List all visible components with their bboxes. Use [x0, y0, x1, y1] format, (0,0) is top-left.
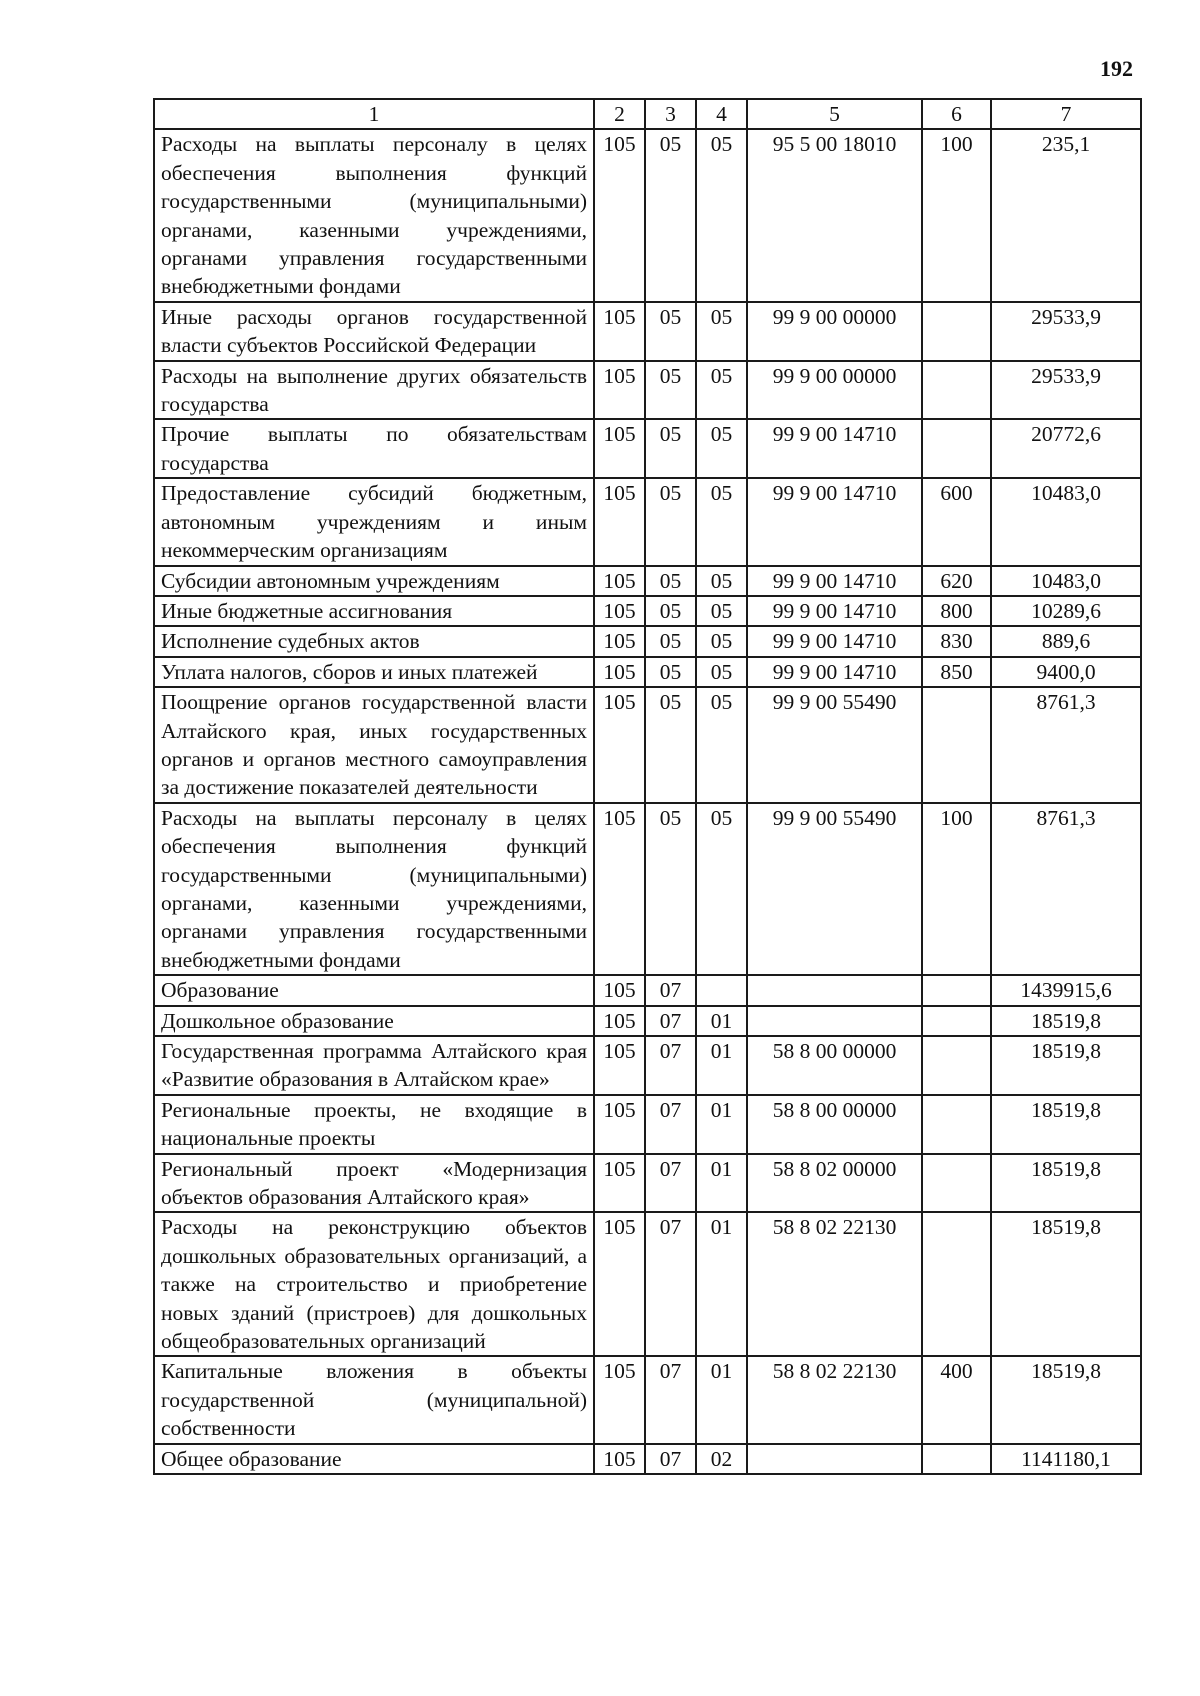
row-col5: 95 5 00 18010	[747, 129, 922, 301]
row-name: Расходы на выплаты персоналу в целях обеспечения выполнения функций государственными (муниципальными) органами, казенными учреждениями, органами управления государственными внебюджетными фондами	[154, 803, 594, 975]
row-col3: 07	[645, 1356, 696, 1443]
row-col7: 1439915,6	[991, 975, 1141, 1005]
table-row	[154, 1095, 1141, 1154]
row-col2: 105	[594, 1444, 645, 1474]
row-col4: 05	[696, 129, 747, 301]
row-col5: 99 9 00 14710	[747, 419, 922, 478]
row-col5	[747, 1444, 922, 1474]
row-col3: 05	[645, 302, 696, 361]
row-col5: 99 9 00 14710	[747, 596, 922, 626]
table-row	[154, 1006, 1141, 1036]
row-col4: 05	[696, 687, 747, 803]
row-col3: 05	[645, 129, 696, 301]
row-col6: 850	[922, 657, 991, 687]
row-col7: 1141180,1	[991, 1444, 1141, 1474]
row-name: Образование	[154, 975, 594, 1005]
row-col2: 105	[594, 1095, 645, 1154]
row-name: Расходы на реконструкцию объектов дошкольных образовательных организаций, а также на строительство и приобретение новых зданий (пристроев) для дошкольных общеобразовательных организаций	[154, 1212, 594, 1356]
row-col4: 05	[696, 657, 747, 687]
row-col7: 9400,0	[991, 657, 1141, 687]
row-col3: 07	[645, 1036, 696, 1095]
row-col2: 105	[594, 361, 645, 420]
row-col5: 58 8 02 00000	[747, 1154, 922, 1213]
row-name: Расходы на выполнение других обязательств государства	[154, 361, 594, 420]
column-header: 4	[696, 99, 747, 129]
row-name: Расходы на выплаты персоналу в целях обеспечения выполнения функций государственными (муниципальными) органами, казенными учреждениями, органами управления государственными внебюджетными фондами	[154, 129, 594, 301]
row-col4: 05	[696, 596, 747, 626]
row-col5: 58 8 00 00000	[747, 1095, 922, 1154]
row-col3: 07	[645, 1095, 696, 1154]
row-col4: 05	[696, 566, 747, 596]
row-name: Региональный проект «Модернизация объектов образования Алтайского края»	[154, 1154, 594, 1213]
row-col2: 105	[594, 129, 645, 301]
row-name: Прочие выплаты по обязательствам государства	[154, 419, 594, 478]
row-col5: 99 9 00 14710	[747, 626, 922, 656]
row-col5: 99 9 00 14710	[747, 478, 922, 565]
row-col2: 105	[594, 687, 645, 803]
row-col4: 01	[696, 1095, 747, 1154]
row-col2: 105	[594, 1154, 645, 1213]
row-col3: 05	[645, 596, 696, 626]
row-col7: 29533,9	[991, 302, 1141, 361]
row-col3: 05	[645, 657, 696, 687]
table-row	[154, 1356, 1141, 1443]
row-col7: 18519,8	[991, 1356, 1141, 1443]
row-col6	[922, 1006, 991, 1036]
row-col7: 20772,6	[991, 419, 1141, 478]
row-col5	[747, 1006, 922, 1036]
page-number: 192	[1100, 56, 1133, 81]
table-row	[154, 566, 1141, 596]
row-col4: 02	[696, 1444, 747, 1474]
row-col4	[696, 975, 747, 1005]
row-col6	[922, 419, 991, 478]
row-col5: 99 9 00 00000	[747, 361, 922, 420]
table-row	[154, 626, 1141, 656]
table-row	[154, 975, 1141, 1005]
row-name: Дошкольное образование	[154, 1006, 594, 1036]
row-col7: 18519,8	[991, 1095, 1141, 1154]
row-col5: 99 9 00 55490	[747, 803, 922, 975]
row-col3: 05	[645, 803, 696, 975]
row-col2: 105	[594, 1036, 645, 1095]
row-col2: 105	[594, 419, 645, 478]
table-row	[154, 361, 1141, 420]
row-col4: 05	[696, 626, 747, 656]
row-col4: 05	[696, 302, 747, 361]
row-col2: 105	[594, 626, 645, 656]
row-col5: 99 9 00 55490	[747, 687, 922, 803]
row-col4: 05	[696, 361, 747, 420]
table-row	[154, 1154, 1141, 1213]
row-col7: 10289,6	[991, 596, 1141, 626]
row-col6	[922, 687, 991, 803]
row-col2: 105	[594, 975, 645, 1005]
row-col2: 105	[594, 596, 645, 626]
row-col6	[922, 361, 991, 420]
row-col3: 05	[645, 478, 696, 565]
column-header: 5	[747, 99, 922, 129]
row-col7: 889,6	[991, 626, 1141, 656]
row-col5: 58 8 00 00000	[747, 1036, 922, 1095]
row-col2: 105	[594, 478, 645, 565]
row-col6	[922, 302, 991, 361]
row-col2: 105	[594, 1212, 645, 1356]
row-name: Иные бюджетные ассигнования	[154, 596, 594, 626]
row-col2: 105	[594, 566, 645, 596]
row-col3: 07	[645, 975, 696, 1005]
row-col4: 01	[696, 1154, 747, 1213]
row-name: Иные расходы органов государственной власти субъектов Российской Федерации	[154, 302, 594, 361]
row-col6: 100	[922, 803, 991, 975]
row-col5: 58 8 02 22130	[747, 1212, 922, 1356]
row-col6: 800	[922, 596, 991, 626]
table-header-row	[154, 99, 1141, 129]
row-name: Предоставление субсидий бюджетным, автономным учреждениям и иным некоммерческим организациям	[154, 478, 594, 565]
row-col7: 235,1	[991, 129, 1141, 301]
column-header: 6	[922, 99, 991, 129]
row-col5: 99 9 00 14710	[747, 657, 922, 687]
column-header: 1	[154, 99, 594, 129]
row-col3: 07	[645, 1006, 696, 1036]
row-col6: 100	[922, 129, 991, 301]
row-col3: 05	[645, 419, 696, 478]
row-col4: 05	[696, 419, 747, 478]
row-col7: 8761,3	[991, 803, 1141, 975]
row-col3: 05	[645, 626, 696, 656]
row-col6	[922, 1036, 991, 1095]
row-col3: 07	[645, 1212, 696, 1356]
row-col6: 620	[922, 566, 991, 596]
table-row	[154, 1212, 1141, 1356]
row-col2: 105	[594, 803, 645, 975]
row-name: Общее образование	[154, 1444, 594, 1474]
row-col7: 18519,8	[991, 1154, 1141, 1213]
row-name: Капитальные вложения в объекты государственной (муниципальной) собственности	[154, 1356, 594, 1443]
row-col2: 105	[594, 1356, 645, 1443]
row-col4: 05	[696, 478, 747, 565]
table-row	[154, 478, 1141, 565]
row-col7: 8761,3	[991, 687, 1141, 803]
row-col7: 18519,8	[991, 1006, 1141, 1036]
row-col7: 10483,0	[991, 478, 1141, 565]
table-row	[154, 419, 1141, 478]
row-col5	[747, 975, 922, 1005]
row-col4: 01	[696, 1356, 747, 1443]
row-col2: 105	[594, 1006, 645, 1036]
row-col4: 01	[696, 1036, 747, 1095]
row-col5: 99 9 00 14710	[747, 566, 922, 596]
row-name: Субсидии автономным учреждениям	[154, 566, 594, 596]
column-header: 3	[645, 99, 696, 129]
budget-table	[153, 98, 1142, 1475]
row-col3: 05	[645, 687, 696, 803]
table-row	[154, 1036, 1141, 1095]
row-col7: 10483,0	[991, 566, 1141, 596]
row-col3: 07	[645, 1154, 696, 1213]
row-name: Уплата налогов, сборов и иных платежей	[154, 657, 594, 687]
table-row	[154, 657, 1141, 687]
row-col3: 05	[645, 566, 696, 596]
row-col6	[922, 1212, 991, 1356]
row-col6	[922, 975, 991, 1005]
row-col2: 105	[594, 657, 645, 687]
row-col4: 01	[696, 1212, 747, 1356]
row-col5: 99 9 00 00000	[747, 302, 922, 361]
row-col6: 600	[922, 478, 991, 565]
column-header: 7	[991, 99, 1141, 129]
row-name: Исполнение судебных актов	[154, 626, 594, 656]
table-row	[154, 1444, 1141, 1474]
row-col7: 18519,8	[991, 1036, 1141, 1095]
row-col6: 830	[922, 626, 991, 656]
row-name: Поощрение органов государственной власти Алтайского края, иных государственных органов и органов местного самоуправления за достижение показателей деятельности	[154, 687, 594, 803]
table-row	[154, 803, 1141, 975]
row-col6	[922, 1444, 991, 1474]
row-col4: 05	[696, 803, 747, 975]
row-col5: 58 8 02 22130	[747, 1356, 922, 1443]
row-col6	[922, 1095, 991, 1154]
row-name: Государственная программа Алтайского края «Развитие образования в Алтайском крае»	[154, 1036, 594, 1095]
table-row	[154, 596, 1141, 626]
row-col3: 07	[645, 1444, 696, 1474]
table-row	[154, 302, 1141, 361]
table-row	[154, 687, 1141, 803]
row-col4: 01	[696, 1006, 747, 1036]
column-header: 2	[594, 99, 645, 129]
row-col3: 05	[645, 361, 696, 420]
row-col7: 18519,8	[991, 1212, 1141, 1356]
row-col2: 105	[594, 302, 645, 361]
row-col6: 400	[922, 1356, 991, 1443]
table-row	[154, 129, 1141, 301]
row-name: Региональные проекты, не входящие в национальные проекты	[154, 1095, 594, 1154]
row-col6	[922, 1154, 991, 1213]
row-col7: 29533,9	[991, 361, 1141, 420]
